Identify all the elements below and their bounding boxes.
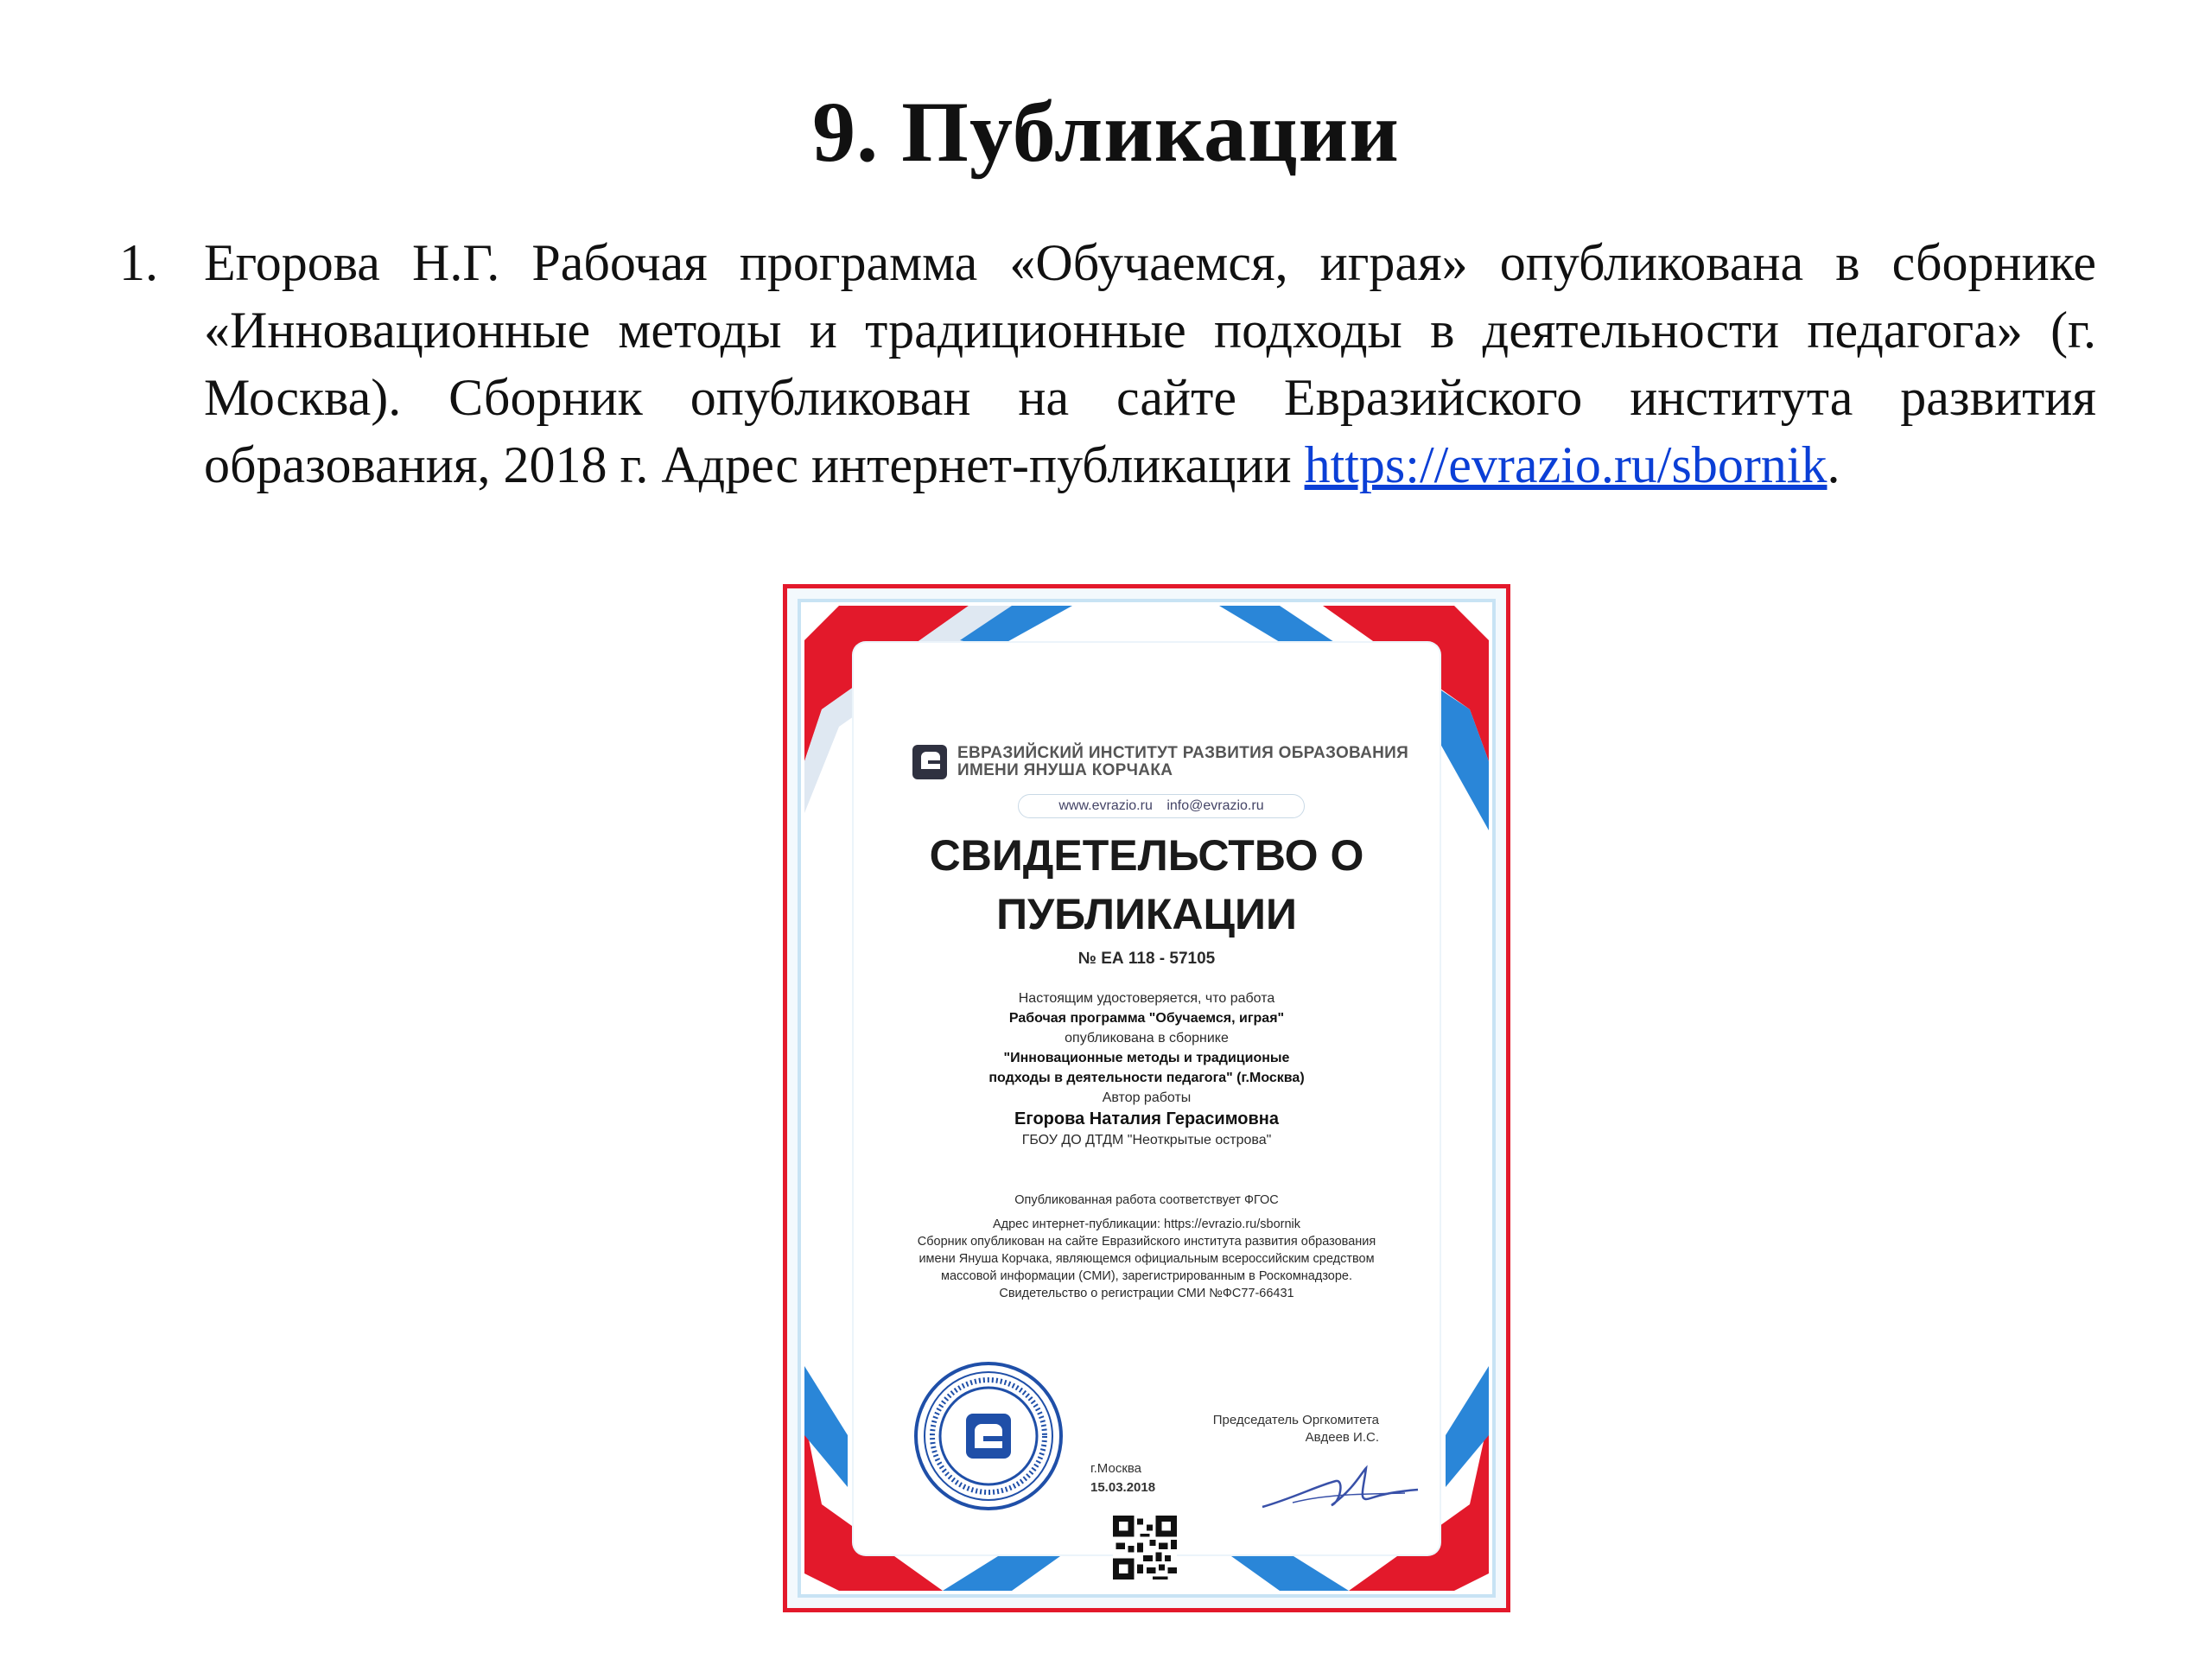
- certificate-place-date: [1090, 1459, 1155, 1497]
- chair-signature-block: [1213, 1412, 1379, 1446]
- info-line: Сборник опубликован на сайте Евразийского института развития образования: [917, 1235, 1376, 1249]
- publication-entry: [204, 229, 2096, 499]
- qr-code-icon: [1113, 1516, 1177, 1580]
- chair-title: Председатель Оргкомитета: [1212, 1413, 1379, 1427]
- section-heading: 9. Публикации: [812, 84, 1400, 180]
- info-line: имени Януша Корчака, являющемся официальным всероссийским средством: [918, 1252, 1375, 1266]
- info-line: массовой информации (СМИ), зарегистрированным в Роскомнадзоре.: [940, 1269, 1353, 1283]
- signature-icon: [1258, 1455, 1422, 1524]
- certificate-title-line: ПУБЛИКАЦИИ: [996, 890, 1297, 938]
- info-line: Свидетельство о регистрации СМИ №ФС77-66431: [999, 1287, 1294, 1300]
- publication-text: Егорова Н.Г. Рабочая программа «Обучаемся, играя» опубликована в сборнике «Инновационные методы и традиционные подходы в деятельности педагога» (г. Москва). Сборник опубликован на сайте Евразийского института развития образования, 2018 г. Адрес интернет-публикации: [204, 234, 2096, 493]
- chair-name: Авдеев И.С.: [1305, 1430, 1379, 1445]
- institute-name-line: ИМЕНИ ЯНУША КОРЧАКА: [957, 761, 1173, 779]
- city-text: г.Москва: [1090, 1461, 1142, 1476]
- work-title: Рабочая программа "Обучаемся, играя": [1008, 1011, 1285, 1026]
- email-text: info@evrazio.ru: [1166, 798, 1264, 813]
- certificate-title-line: СВИДЕТЕЛЬСТВО О: [929, 831, 1364, 880]
- address-text: Адрес интернет-публикации: https://evrazio.ru/sbornik: [992, 1217, 1301, 1231]
- fgos-text: Опубликованная работа соответствует ФГОС: [1014, 1193, 1279, 1207]
- website-text: www.evrazio.ru: [1058, 798, 1153, 813]
- certificate-image: [783, 584, 1510, 1612]
- certifies-text: Настоящим удостоверяется, что работа: [1018, 991, 1275, 1006]
- date-text: 15.03.2018: [1090, 1480, 1156, 1495]
- certificate-fine-print: [854, 1192, 1440, 1302]
- certificate-title: [854, 826, 1440, 944]
- certificate-number: № ЕА 118 - 57105: [1077, 950, 1216, 968]
- publication-end-punct: .: [1827, 436, 1840, 493]
- certificate-sheet: [854, 643, 1440, 1554]
- list-item-number: 1.: [119, 234, 158, 291]
- collection-title: "Инновационные методы и традиционые: [1003, 1051, 1290, 1065]
- contacts-pill: [1018, 794, 1305, 818]
- institute-logo-icon: [912, 745, 947, 779]
- collection-title: подходы в деятельности педагога" (г.Москва): [988, 1071, 1305, 1085]
- organization-text: ГБОУ ДО ДТДМ "Неоткрытые острова": [1021, 1133, 1272, 1147]
- published-in-text: опубликована в сборнике: [1065, 1031, 1229, 1046]
- institute-seal-icon: [912, 1360, 1065, 1512]
- institute-name: [957, 745, 1408, 779]
- institute-name-line: ЕВРАЗИЙСКИЙ ИНСТИТУТ РАЗВИТИЯ ОБРАЗОВАНИЯ: [957, 744, 1409, 762]
- publication-link[interactable]: https://evrazio.ru/sbornik: [1304, 436, 1827, 493]
- author-name: Егорова Наталия Герасимовна: [1014, 1109, 1279, 1128]
- author-label: Автор работы: [1102, 1090, 1192, 1105]
- certificate-body: [854, 988, 1440, 1150]
